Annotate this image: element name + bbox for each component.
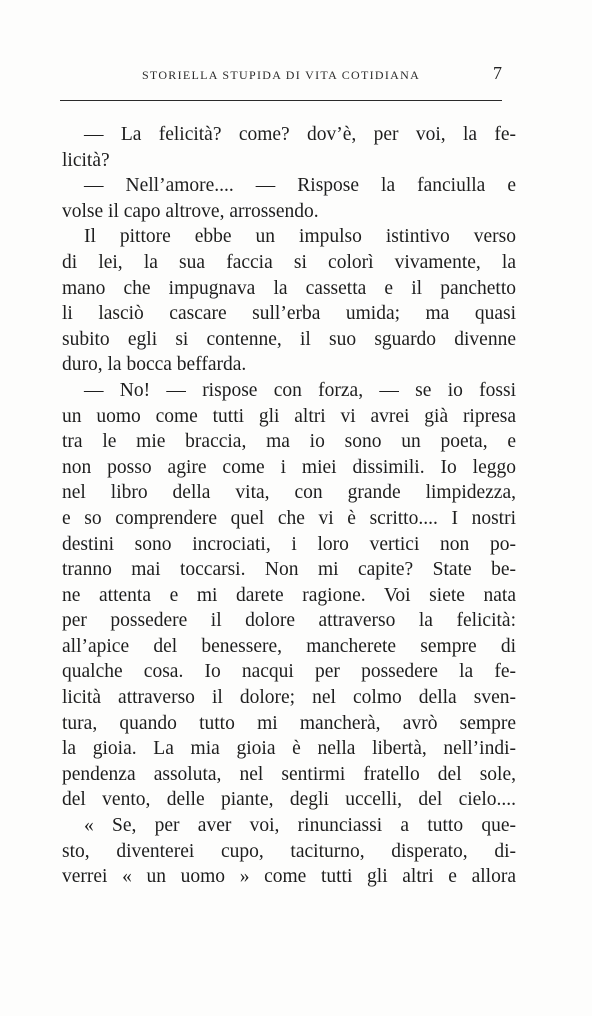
text-line: non posso agire come i miei dissimili. Io leggo [62, 456, 516, 478]
text-line: del vento, delle piante, degli uccelli, del cielo.... [62, 789, 516, 811]
text-line: nel libro della vita, con grande limpidezza, [62, 482, 516, 504]
text-line: licità? [62, 149, 110, 171]
text-line: li lasciò cascare sull’erba umida; ma quasi [62, 303, 516, 325]
text-line: mano che impugnava la cassetta e il panchetto [62, 277, 516, 299]
text-line: — No! — rispose con forza, — se io fossi [84, 379, 516, 401]
text-line: — Nell’amore.... — Rispose la fanciulla e [84, 175, 516, 197]
text-line: tranno mai toccarsi. Non mi capite? State be- [62, 559, 516, 581]
text-line: « Se, per aver voi, rinunciassi a tutto que- [84, 815, 516, 837]
text-line: volse il capo altrove, arrossendo. [62, 200, 319, 222]
text-line: verrei « un uomo » come tutti gli altri e allora [62, 866, 516, 888]
body-text [62, 122, 516, 890]
text-line: tra le mie braccia, ma io sono un poeta, e [62, 431, 516, 453]
header-rule [60, 100, 502, 101]
text-line: — La felicità? come? dov’è, per voi, la fe- [84, 124, 516, 145]
page-number: 7 [493, 63, 502, 83]
text-line: sto, diventerei cupo, taciturno, disperato, di- [62, 840, 516, 862]
text-line: licità attraverso il dolore; nel colmo della sven- [62, 687, 516, 709]
page-header [60, 64, 502, 84]
text-line: tura, quando tutto mi mancherà, avrò sempre [62, 712, 516, 734]
running-title: STORIELLA STUPIDA DI VITA COTIDIANA [141, 68, 421, 82]
text-line: all’apice del benessere, mancherete sempre di [62, 635, 516, 657]
text-line: un uomo come tutti gli altri vi avrei già ripresa [62, 405, 516, 427]
text-line: qualche cosa. Io nacqui per possedere la fe- [62, 661, 516, 683]
text-line: subito egli si contenne, il suo sguardo divenne [62, 328, 516, 350]
text-line: la gioia. La mia gioia è nella libertà, nell’indi- [62, 738, 516, 760]
text-line: duro, la bocca beffarda. [62, 354, 247, 376]
text-line: pendenza assoluta, nel sentirmi fratello del sole, [62, 763, 516, 785]
text-line: per possedere il dolore attraverso la felicità: [62, 610, 516, 632]
text-line: di lei, la sua faccia si colorì vivamente, la [62, 251, 516, 273]
text-line: ne attenta e mi darete ragione. Voi siete nata [62, 584, 516, 606]
text-line: destini sono incrociati, i loro vertici non po- [62, 533, 516, 555]
text-line: Il pittore ebbe un impulso istintivo verso [84, 226, 516, 248]
text-line: e so comprendere quel che vi è scritto.... I nostri [62, 507, 516, 529]
